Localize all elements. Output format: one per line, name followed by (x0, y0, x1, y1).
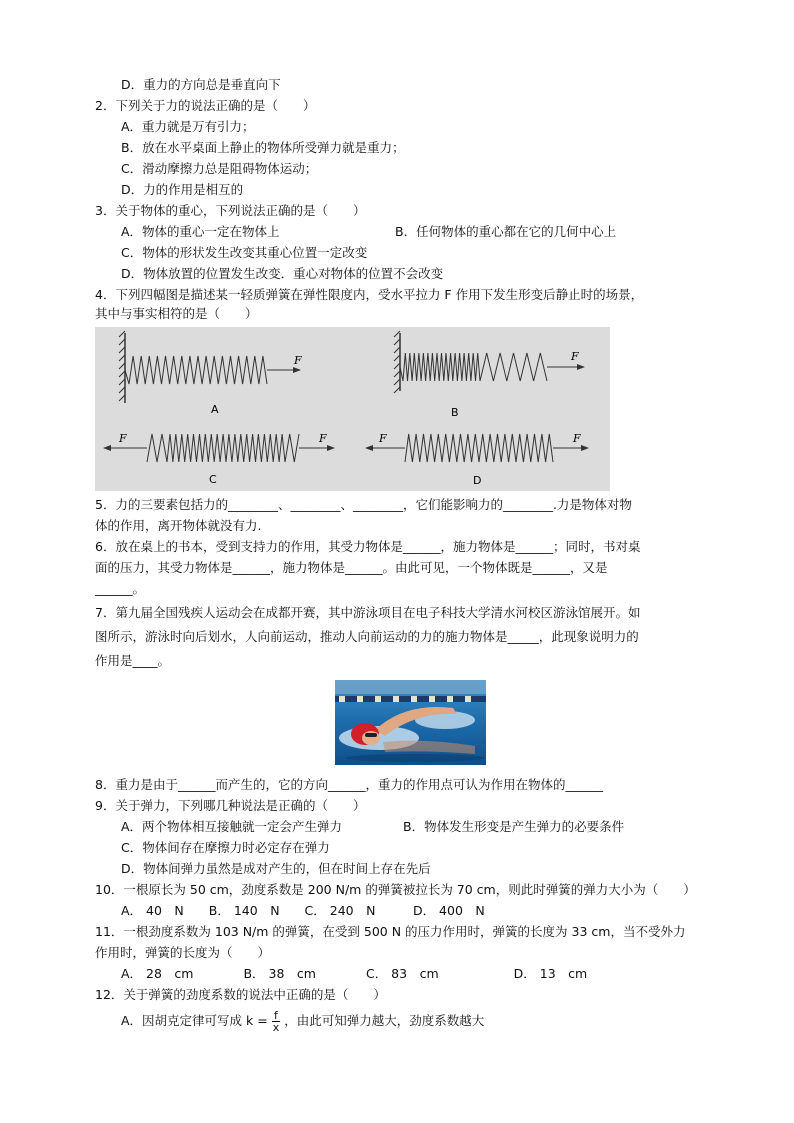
q3-stem: 3．关于物体的重心，下列说法正确的是（ ） (95, 203, 366, 218)
lane-rope (335, 696, 486, 702)
q7-line2: 图所示，游泳时向后划水，人向前运动，推动人向前运动的力的施力物体是_____，此现象说明力的 (95, 629, 639, 644)
q5-line2: 体的作用，离开物体就没有力. (95, 518, 262, 533)
caption-b: B (451, 406, 459, 419)
q3-option-d: D．物体放置的位置发生改变．重心对物体的位置不会改变 (121, 266, 444, 281)
q3-option-c: C．物体的形状发生改变其重心位置一定改变 (121, 245, 368, 260)
q9-option-a: A．两个物体相互接触就一定会产生弹力 (121, 819, 343, 834)
q9-stem: 9．关于弹力，下列哪几种说法是正确的（ ） (95, 798, 366, 813)
q10-options: A． 40 N B． 140 N C． 240 N D． 400 N (121, 903, 485, 918)
arrow-head-b (577, 364, 585, 370)
spring-b (400, 353, 547, 381)
q6-line3: ______。 (95, 581, 146, 596)
q1-option-d: D．重力的方向总是垂直向下 (121, 77, 281, 92)
arrow-head-a (293, 367, 301, 373)
q12-option-a-suffix: ，由此可知弹力越大，劲度系数越大 (284, 1013, 485, 1028)
q9-option-d: D．物体间弹力虽然是成对产生的，但在时间上存在先后 (121, 861, 431, 876)
q11-options: A． 28 cm B． 38 cm C． 83 cm D． 13 cm (121, 966, 588, 981)
q9-option-c: C．物体间存在摩擦力时必定存在弹力 (121, 840, 330, 855)
spring-c (147, 434, 299, 462)
force-label-c-left: F (119, 432, 127, 445)
wall-hatch-a (119, 331, 125, 401)
force-label-b: F (571, 350, 579, 363)
swimmer-goggles (365, 733, 377, 737)
arrow-head-d-right (581, 445, 589, 451)
q12-option-a-prefix: A．因胡克定律可写成 k = (121, 1013, 268, 1028)
force-label-d-left: F (379, 432, 387, 445)
q7-line1: 7．第九届全国残疾人运动会在成都开赛，其中游泳项目在电子科技大学清水河校区游泳馆展开。如 (95, 605, 641, 620)
q3-option-b: B．任何物体的重心都在它的几何中心上 (395, 224, 617, 239)
caption-c: C (209, 473, 217, 486)
q7-line3: 作用是____。 (95, 653, 171, 668)
force-label-d-right: F (573, 432, 581, 445)
caption-d: D (473, 474, 482, 487)
panel-a (119, 331, 302, 416)
force-label-a: F (294, 354, 302, 367)
swimmer-photo (335, 680, 486, 765)
fraction-numerator: f (272, 1010, 281, 1022)
q11-stem-line2: 作用时，弹簧的长度为（ ） (95, 945, 271, 960)
q11-stem-line1: 11．一根劲度系数为 103 N/m 的弹簧，在受到 500 N 的压力作用时，弹簧的长度为 33 cm，当不受外力 (95, 924, 686, 939)
q2-stem: 2．下列关于力的说法正确的是（ ） (95, 98, 316, 113)
spring-figure (95, 327, 610, 491)
panel-b (394, 331, 585, 419)
spring-figure-svg (95, 327, 610, 491)
spring-d (405, 434, 553, 462)
q2-option-a: A．重力就是万有引力； (121, 119, 255, 134)
q3-option-a: A．物体的重心一定在物体上 (121, 224, 280, 239)
force-label-c-right: F (319, 432, 327, 445)
q9-option-b: B．物体发生形变是产生弹力的必要条件 (403, 819, 625, 834)
caption-a: A (211, 403, 219, 416)
swimmer-photo-svg (335, 680, 486, 765)
q6-line1: 6．放在桌上的书本，受到支持力的作用，其受力物体是______，施力物体是______；同时，书对桌 (95, 539, 641, 554)
q2-option-d: D．力的作用是相互的 (121, 182, 244, 197)
panel-c (103, 432, 335, 486)
q8-line: 8．重力是由于______而产生的，它的方向______，重力的作用点可认为作用在物体的______ (95, 777, 603, 792)
q2-option-c: C．滑动摩擦力总是阻碍物体运动； (121, 161, 318, 176)
panel-d (365, 432, 589, 487)
fraction-denominator: x (272, 1021, 280, 1034)
q2-option-b: B．放在水平桌面上静止的物体所受弹力就是重力； (121, 140, 405, 155)
q12-stem: 12．关于弹簧的劲度系数的说法中正确的是（ ） (95, 987, 386, 1002)
q12-option-a (121, 1010, 484, 1033)
spring-a (125, 356, 267, 384)
q5-line1: 5．力的三要素包括力的________、________、________，它们能影响力的________.力是物体对物 (95, 497, 632, 512)
q10-stem: 10．一根原长为 50 cm，劲度系数是 200 N/m 的弹簧被拉长为 70 cm，则此时弹簧的弹力大小为（ ） (95, 882, 696, 897)
q4-stem-line2: 其中与事实相符的是（ ） (95, 306, 258, 321)
q4-stem-line1: 4．下列四幅图是描述某一轻质弹簧在弹性限度内，受水平拉力 F 作用下发生形变后静止时的场景， (95, 287, 644, 302)
hooke-fraction (272, 1010, 281, 1033)
wall-hatch-b (394, 331, 400, 393)
arrow-head-c-right (327, 445, 335, 451)
q6-line2: 面的压力，其受力物体是______，施力物体是______。由此可见，一个物体既是______，又是 (95, 560, 608, 575)
